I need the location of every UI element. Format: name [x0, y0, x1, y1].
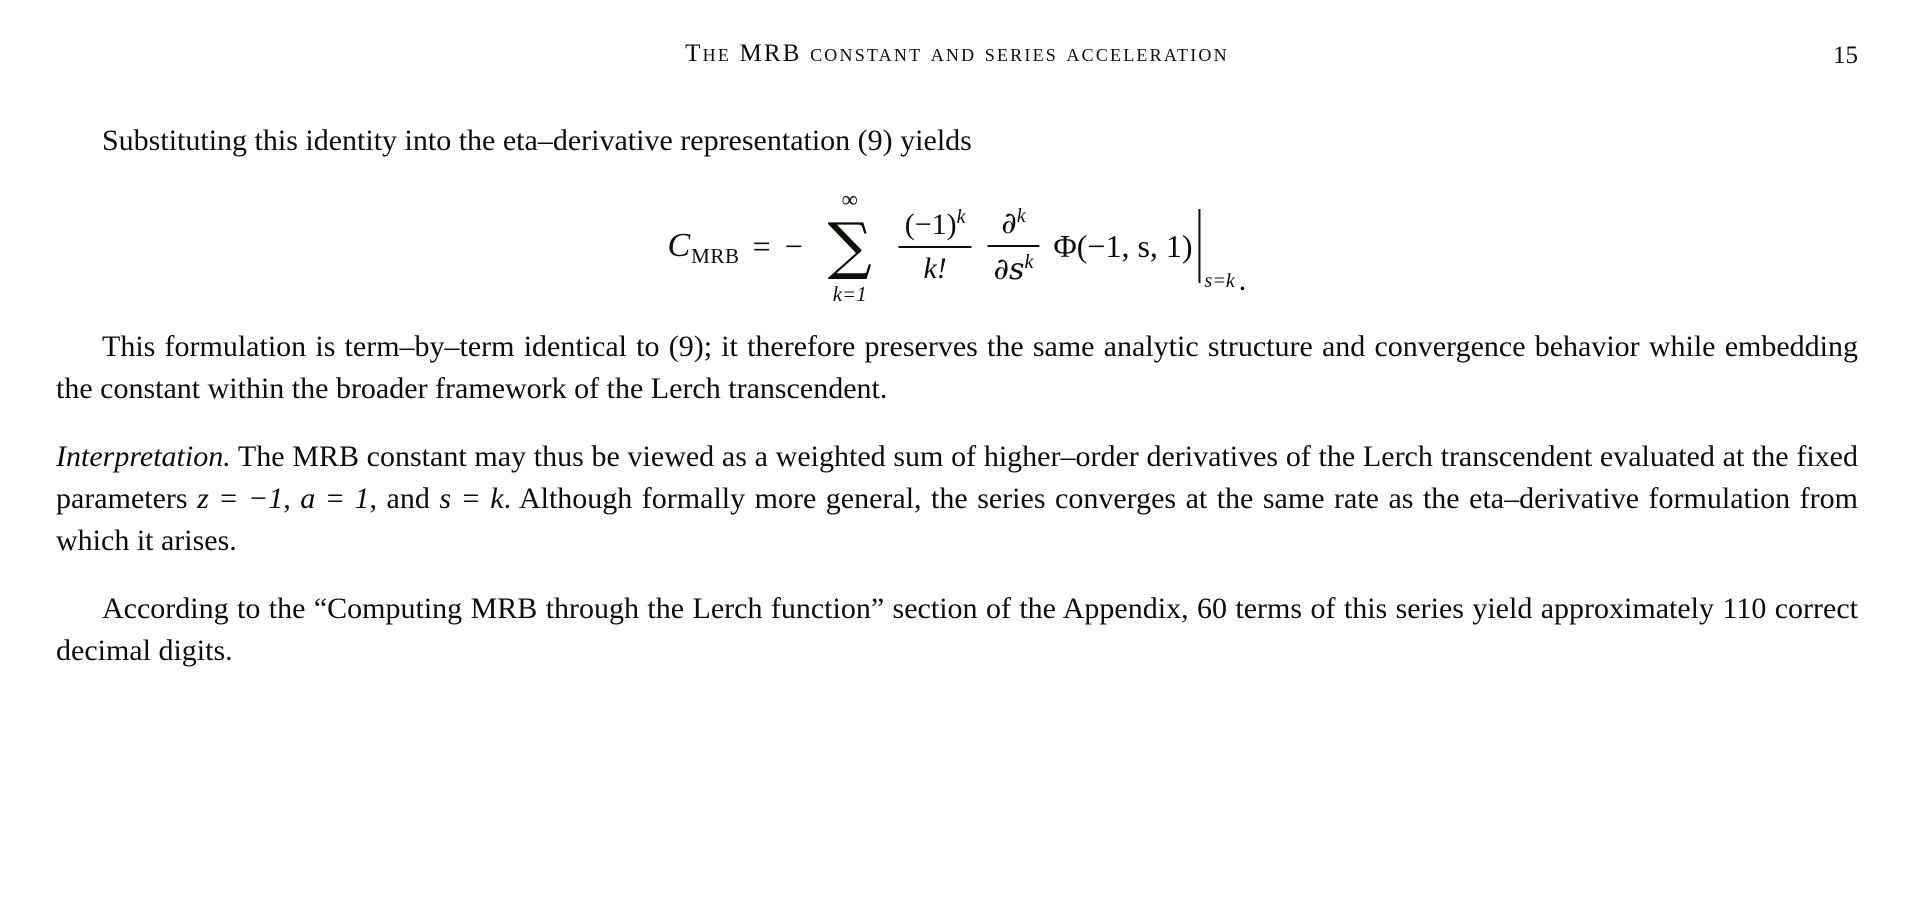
- display-equation: [56, 176, 1858, 316]
- running-head: [0, 40, 1914, 76]
- partial-icon-numerator: ∂: [1001, 205, 1017, 241]
- fraction-coefficient-numerator-base: (−1): [904, 207, 957, 241]
- paragraph-spacer-2: [56, 562, 1858, 588]
- fraction-coefficient-numerator-exponent: k: [956, 205, 966, 228]
- paragraph-intro: Substituting this identity into the eta–derivative representation (9) yields: [102, 124, 972, 157]
- paragraph-interpretation: [56, 436, 1858, 562]
- summation-upper-limit: ∞: [841, 187, 858, 212]
- fraction-derivative-bar: [988, 245, 1040, 247]
- equation-period: .: [1238, 261, 1247, 297]
- interpretation-label: Interpretation.: [56, 440, 231, 473]
- equation-equals: =: [752, 227, 771, 264]
- equation-lhs-base: C: [667, 227, 691, 264]
- summation-lower-limit: k=1: [832, 282, 867, 306]
- interpretation-math-z: z = −1: [197, 482, 284, 515]
- lerch-phi-group: [1053, 209, 1235, 292]
- fraction-derivative-denominator: [988, 250, 1040, 289]
- fraction-coefficient-bar: [899, 246, 972, 248]
- evaluation-bar: [1199, 209, 1235, 292]
- fraction-coefficient-denominator: k!: [923, 252, 947, 285]
- page-body: [56, 120, 1858, 672]
- fraction-derivative-denominator-exponent: k: [1024, 251, 1034, 273]
- fraction-coefficient: [899, 205, 972, 288]
- fraction-derivative: [988, 204, 1040, 289]
- interpretation-text-part1: The MRB constant may thus be viewed as a weighted sum of higher–order derivatives of the Lerch transcendent evaluated at the fixed parameters: [56, 440, 1858, 515]
- paragraph-formulation: This formulation is term–by–term identical to (9); it therefore preserves the same analytic structure and convergence behavior while embedding the constant within the broader framework of the Lerch transcendent.: [56, 330, 1858, 405]
- evaluation-subscript: s=k: [1204, 270, 1235, 292]
- running-title: The MRB constant and series acceleration: [685, 40, 1229, 67]
- page-number: 15: [1833, 42, 1858, 69]
- equation-minus-sign: −: [784, 227, 803, 264]
- fraction-derivative-numerator: [995, 204, 1031, 243]
- sigma-icon: ∑: [827, 209, 872, 282]
- summation-operator: [813, 187, 887, 306]
- equation-lhs-subscript: MRB: [691, 244, 740, 268]
- interpretation-sep-2: , and: [369, 482, 440, 515]
- partial-icon-denominator: ∂s: [993, 252, 1025, 287]
- fraction-coefficient-numerator: [899, 205, 972, 244]
- interpretation-math-a: a = 1: [300, 482, 370, 515]
- lerch-phi-expression: Φ(−1, s, 1): [1053, 227, 1193, 264]
- interpretation-sep-1: ,: [283, 482, 301, 515]
- interpretation-text-part2: . Although formally more general, the series converges at the same rate as the eta–derivative formulation from which it arises.: [56, 482, 1858, 557]
- equation-content: [667, 176, 1246, 316]
- fraction-derivative-numerator-exponent: k: [1016, 204, 1026, 227]
- paragraph-appendix: According to the “Computing MRB through the Lerch function” section of the Appendix, 60 terms of this series yield approximately 110 correct decimal digits.: [56, 592, 1858, 667]
- interpretation-math-s: s = k: [439, 482, 504, 515]
- equation-lhs: [667, 227, 740, 268]
- paragraph-spacer-1: [56, 410, 1858, 436]
